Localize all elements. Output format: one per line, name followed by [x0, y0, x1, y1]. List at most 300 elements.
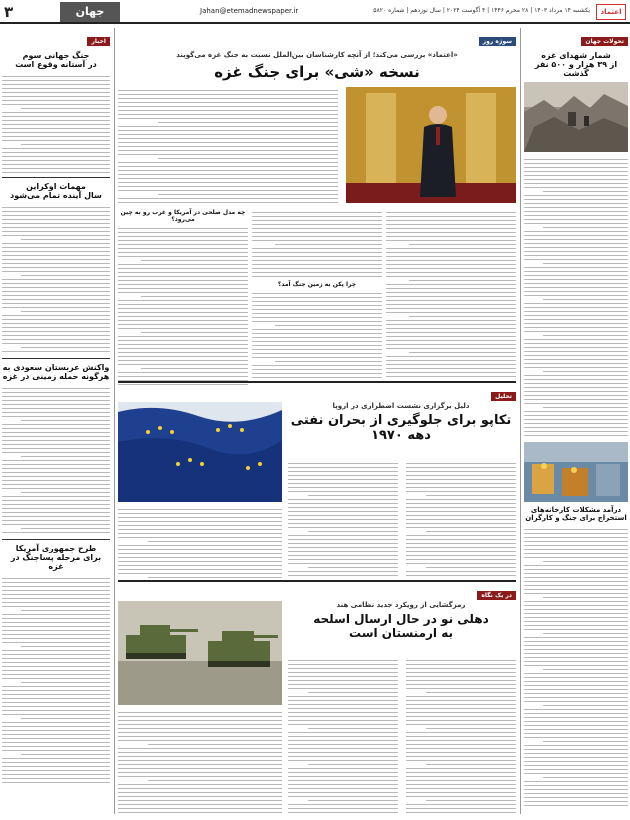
text-line: [406, 688, 516, 689]
text-line: [386, 220, 516, 221]
text-line: [386, 312, 516, 313]
text-line: [118, 573, 282, 574]
text-line: [148, 577, 282, 578]
text-line: [118, 272, 248, 273]
text-line: [252, 377, 382, 378]
text-line: [386, 288, 516, 289]
text-line: [524, 797, 628, 798]
text-line: [275, 244, 382, 245]
text-line: [148, 780, 282, 781]
article-body: [524, 156, 628, 436]
dateline: یکشنبه ۱۴ مرداد ۱۴۰۳ | ۲۸ محرم ۱۴۴۶ | ۴ آگوست ۲۰۲۴ | سال نوزدهم | شماره ۵۸۲۰: [373, 7, 590, 14]
text-line: [524, 573, 628, 574]
text-line: [118, 565, 282, 566]
text-line: [2, 436, 110, 437]
text-line: [2, 96, 110, 97]
text-line: [406, 503, 516, 504]
text-line: [2, 726, 110, 727]
text-line: [118, 284, 248, 285]
text-line: [524, 745, 628, 746]
text-line: [524, 355, 628, 356]
text-line: [275, 361, 382, 362]
text-line: [118, 348, 248, 349]
text-line: [2, 207, 110, 208]
text-line: [2, 666, 110, 667]
article-body: [252, 209, 382, 279]
text-line: [406, 736, 516, 737]
text-line: [2, 128, 110, 129]
news-body: [2, 385, 110, 535]
text-line: [2, 468, 110, 469]
text-line: [118, 356, 248, 357]
text-line: [2, 686, 110, 687]
text-line: [386, 232, 516, 233]
text-line: [524, 215, 628, 216]
text-line: [524, 621, 628, 622]
text-line: [386, 236, 516, 237]
text-line: [252, 240, 382, 241]
text-line: [118, 549, 282, 550]
text-line: [21, 528, 110, 529]
text-line: [288, 752, 398, 753]
divider: [2, 358, 110, 359]
text-line: [2, 690, 110, 691]
text-line: [2, 388, 110, 389]
tanks-parade-photo: [118, 601, 282, 705]
text-line: [524, 359, 628, 360]
text-line: [252, 317, 382, 318]
text-line: [288, 471, 398, 472]
text-line: [118, 768, 282, 769]
section-label: تحولات جهان: [581, 37, 628, 46]
text-line: [2, 255, 110, 256]
second-story: [118, 402, 516, 580]
text-line: [2, 327, 110, 328]
text-line: [118, 509, 282, 510]
text-line: [524, 327, 628, 328]
text-line: [118, 240, 248, 241]
text-line: [2, 287, 110, 288]
text-line: [288, 543, 398, 544]
text-line: [252, 228, 382, 229]
text-line: [2, 120, 110, 121]
text-line: [118, 728, 282, 729]
gaza-rubble-photo: [524, 82, 628, 152]
text-line: [252, 260, 382, 261]
text-line: [288, 503, 398, 504]
text-line: [406, 804, 516, 805]
text-line: [2, 88, 110, 89]
text-line: [2, 586, 110, 587]
text-line: [406, 479, 516, 480]
article-headline: از ۳۹ هزار و ۵۰۰ نفر گذشت: [534, 60, 618, 78]
text-line: [288, 740, 398, 741]
text-line: [158, 158, 338, 159]
text-line: [2, 279, 110, 280]
news-body: [2, 575, 110, 785]
text-line: [406, 716, 516, 717]
text-line: [406, 672, 516, 673]
text-line: [252, 353, 382, 354]
text-line: [118, 190, 338, 191]
text-line: [524, 363, 628, 364]
text-line: [2, 750, 110, 751]
article-body: [288, 657, 398, 814]
text-line: [141, 260, 248, 261]
text-line: [524, 163, 628, 164]
text-line: [2, 283, 110, 284]
text-line: [409, 244, 516, 245]
article-body: [524, 526, 628, 806]
text-line: [158, 122, 338, 123]
article-body: [406, 460, 516, 578]
text-line: [118, 372, 248, 373]
text-line: [543, 371, 628, 372]
news-headline: طرح جمهوری آمریکا: [15, 544, 97, 553]
text-line: [308, 800, 398, 801]
main-headline: نسخه «شی» برای جنگ غزه: [214, 63, 420, 81]
text-line: [252, 337, 382, 338]
text-line: [524, 725, 628, 726]
text-line: [524, 569, 628, 570]
news-headline: سال آینده تمام می‌شود: [10, 191, 102, 200]
text-line: [118, 384, 248, 385]
text-line: [524, 717, 628, 718]
text-line: [288, 744, 398, 745]
text-line: [524, 343, 628, 344]
text-line: [406, 708, 516, 709]
text-line: [308, 728, 398, 729]
text-line: [2, 710, 110, 711]
text-line: [118, 134, 338, 135]
text-line: [2, 734, 110, 735]
text-line: [406, 563, 516, 564]
text-line: [2, 351, 110, 352]
text-line: [409, 316, 516, 317]
text-line: [406, 740, 516, 741]
text-line: [2, 626, 110, 627]
text-line: [524, 805, 628, 806]
text-line: [406, 527, 516, 528]
text-line: [406, 507, 516, 508]
text-line: [386, 300, 516, 301]
text-line: [543, 561, 628, 562]
text-line: [543, 741, 628, 742]
text-line: [2, 271, 110, 272]
text-line: [524, 593, 628, 594]
text-line: [288, 804, 398, 805]
text-line: [288, 515, 398, 516]
text-line: [524, 315, 628, 316]
text-line: [2, 602, 110, 603]
text-line: [118, 248, 248, 249]
text-line: [543, 669, 628, 670]
text-line: [524, 609, 628, 610]
text-line: [386, 336, 516, 337]
text-line: [308, 495, 398, 496]
text-line: [2, 452, 110, 453]
article-body-column: [118, 209, 248, 379]
article-subhead: چرا پکن به زمین جنگ آمد؟: [277, 281, 357, 288]
text-line: [386, 224, 516, 225]
text-line: [524, 781, 628, 782]
text-line: [21, 610, 110, 611]
text-line: [406, 499, 516, 500]
text-line: [2, 339, 110, 340]
text-line: [252, 276, 382, 277]
text-line: [2, 496, 110, 497]
text-line: [2, 140, 110, 141]
text-line: [2, 392, 110, 393]
text-line: [252, 329, 382, 330]
text-line: [2, 132, 110, 133]
text-line: [2, 440, 110, 441]
text-line: [524, 423, 628, 424]
text-line: [2, 484, 110, 485]
text-line: [524, 159, 628, 160]
text-line: [524, 773, 628, 774]
text-line: [118, 276, 248, 277]
text-line: [406, 760, 516, 761]
text-line: [524, 653, 628, 654]
text-line: [252, 220, 382, 221]
text-line: [141, 368, 248, 369]
text-line: [409, 280, 516, 281]
text-line: [543, 777, 628, 778]
text-line: [2, 658, 110, 659]
text-line: [118, 312, 248, 313]
text-line: [2, 227, 110, 228]
text-line: [2, 152, 110, 153]
text-line: [524, 657, 628, 658]
news-headline: در آستانه وقوع است: [15, 60, 97, 69]
text-line: [2, 594, 110, 595]
article-body: [118, 506, 282, 578]
text-line: [118, 533, 282, 534]
text-line: [118, 764, 282, 765]
section-rule: [118, 580, 516, 582]
third-story: [118, 601, 516, 814]
text-line: [406, 551, 516, 552]
text-line: [2, 730, 110, 731]
text-line: [386, 364, 516, 365]
text-line: [118, 796, 282, 797]
text-line: [2, 331, 110, 332]
text-line: [524, 737, 628, 738]
text-line: [252, 333, 382, 334]
text-line: [406, 467, 516, 468]
text-line: [524, 665, 628, 666]
text-line: [288, 555, 398, 556]
article-body: [252, 290, 382, 380]
text-line: [406, 463, 516, 464]
text-line: [118, 772, 282, 773]
text-line: [406, 768, 516, 769]
text-line: [288, 551, 398, 552]
text-line: [118, 788, 282, 789]
text-line: [406, 571, 516, 572]
text-line: [406, 696, 516, 697]
text-line: [252, 212, 382, 213]
text-line: [2, 742, 110, 743]
text-line: [118, 800, 282, 801]
text-line: [118, 808, 282, 809]
text-line: [406, 491, 516, 492]
text-line: [252, 216, 382, 217]
text-line: [2, 578, 110, 579]
text-line: [524, 195, 628, 196]
text-line: [524, 391, 628, 392]
text-line: [406, 519, 516, 520]
text-line: [406, 575, 516, 576]
news-body: [2, 204, 110, 354]
text-line: [386, 320, 516, 321]
text-line: [118, 106, 338, 107]
text-line: [118, 752, 282, 753]
text-line: [406, 724, 516, 725]
text-line: [2, 606, 110, 607]
text-line: [118, 513, 282, 514]
article-headline: درآمد مشکلات کارخانه‌های: [530, 506, 622, 514]
text-line: [406, 712, 516, 713]
text-line: [2, 630, 110, 631]
section-email-link[interactable]: Jahan@etemadnewspaper.ir: [200, 7, 299, 15]
text-line: [426, 728, 516, 729]
text-line: [288, 812, 398, 813]
text-line: [386, 292, 516, 293]
text-line: [288, 672, 398, 673]
text-line: [524, 549, 628, 550]
text-line: [252, 224, 382, 225]
text-line: [118, 740, 282, 741]
text-line: [2, 416, 110, 417]
text-line: [288, 788, 398, 789]
text-line: [524, 387, 628, 388]
text-line: [524, 601, 628, 602]
text-line: [118, 360, 248, 361]
text-line: [524, 231, 628, 232]
text-line: [2, 335, 110, 336]
text-line: [524, 375, 628, 376]
text-line: [118, 316, 248, 317]
text-line: [524, 311, 628, 312]
text-line: [524, 581, 628, 582]
article-headline: دهه ۱۹۷۰: [371, 428, 431, 443]
text-line: [118, 288, 248, 289]
text-line: [118, 142, 338, 143]
text-line: [118, 720, 282, 721]
text-line: [2, 460, 110, 461]
text-line: [406, 776, 516, 777]
text-line: [406, 535, 516, 536]
text-line: [524, 649, 628, 650]
third-headline-block: [286, 601, 516, 640]
text-line: [288, 784, 398, 785]
text-line: [406, 539, 516, 540]
text-line: [524, 613, 628, 614]
text-line: [252, 293, 382, 294]
article-headline: تکاپو برای جلوگیری از بحران نفتی: [290, 413, 512, 428]
text-line: [386, 368, 516, 369]
second-headline-block: [286, 402, 516, 443]
text-line: [524, 761, 628, 762]
text-line: [524, 693, 628, 694]
text-line: [524, 729, 628, 730]
text-line: [288, 527, 398, 528]
text-line: [524, 625, 628, 626]
text-line: [524, 211, 628, 212]
text-line: [524, 749, 628, 750]
text-line: [386, 216, 516, 217]
text-line: [118, 244, 248, 245]
column-divider: [114, 28, 115, 814]
text-line: [252, 369, 382, 370]
text-line: [2, 618, 110, 619]
text-line: [2, 215, 110, 216]
text-line: [524, 685, 628, 686]
text-line: [2, 464, 110, 465]
text-line: [386, 340, 516, 341]
text-line: [252, 232, 382, 233]
text-line: [524, 427, 628, 428]
text-line: [524, 187, 628, 188]
text-line: [406, 487, 516, 488]
text-line: [118, 776, 282, 777]
text-line: [406, 660, 516, 661]
text-line: [524, 279, 628, 280]
text-line: [2, 488, 110, 489]
text-line: [406, 700, 516, 701]
text-line: [524, 537, 628, 538]
text-line: [524, 267, 628, 268]
text-line: [2, 670, 110, 671]
text-line: [386, 260, 516, 261]
text-line: [118, 756, 282, 757]
text-line: [2, 444, 110, 445]
article-subhead: چه مدل صلحی در آمریکا و غرب رو به چین می‌رود؟: [120, 209, 246, 223]
text-line: [288, 483, 398, 484]
text-line: [252, 248, 382, 249]
center-column: [118, 28, 516, 814]
text-line: [288, 700, 398, 701]
xi-jinping-photo: [346, 87, 516, 203]
text-line: [2, 307, 110, 308]
text-line: [2, 396, 110, 397]
text-line: [2, 770, 110, 771]
text-line: [524, 605, 628, 606]
text-line: [118, 328, 248, 329]
text-line: [2, 706, 110, 707]
text-line: [524, 673, 628, 674]
text-line: [406, 812, 516, 813]
text-line: [2, 650, 110, 651]
text-line: [288, 684, 398, 685]
text-line: [524, 307, 628, 308]
text-line: [524, 331, 628, 332]
text-line: [118, 521, 282, 522]
text-line: [2, 223, 110, 224]
text-line: [2, 642, 110, 643]
text-line: [386, 284, 516, 285]
text-line: [524, 757, 628, 758]
text-line: [543, 407, 628, 408]
text-line: [252, 313, 382, 314]
news-headline: واکنش عربستان سعودی به: [2, 363, 110, 372]
article-body: [118, 225, 248, 385]
text-line: [524, 287, 628, 288]
text-line: [2, 598, 110, 599]
text-line: [386, 248, 516, 249]
